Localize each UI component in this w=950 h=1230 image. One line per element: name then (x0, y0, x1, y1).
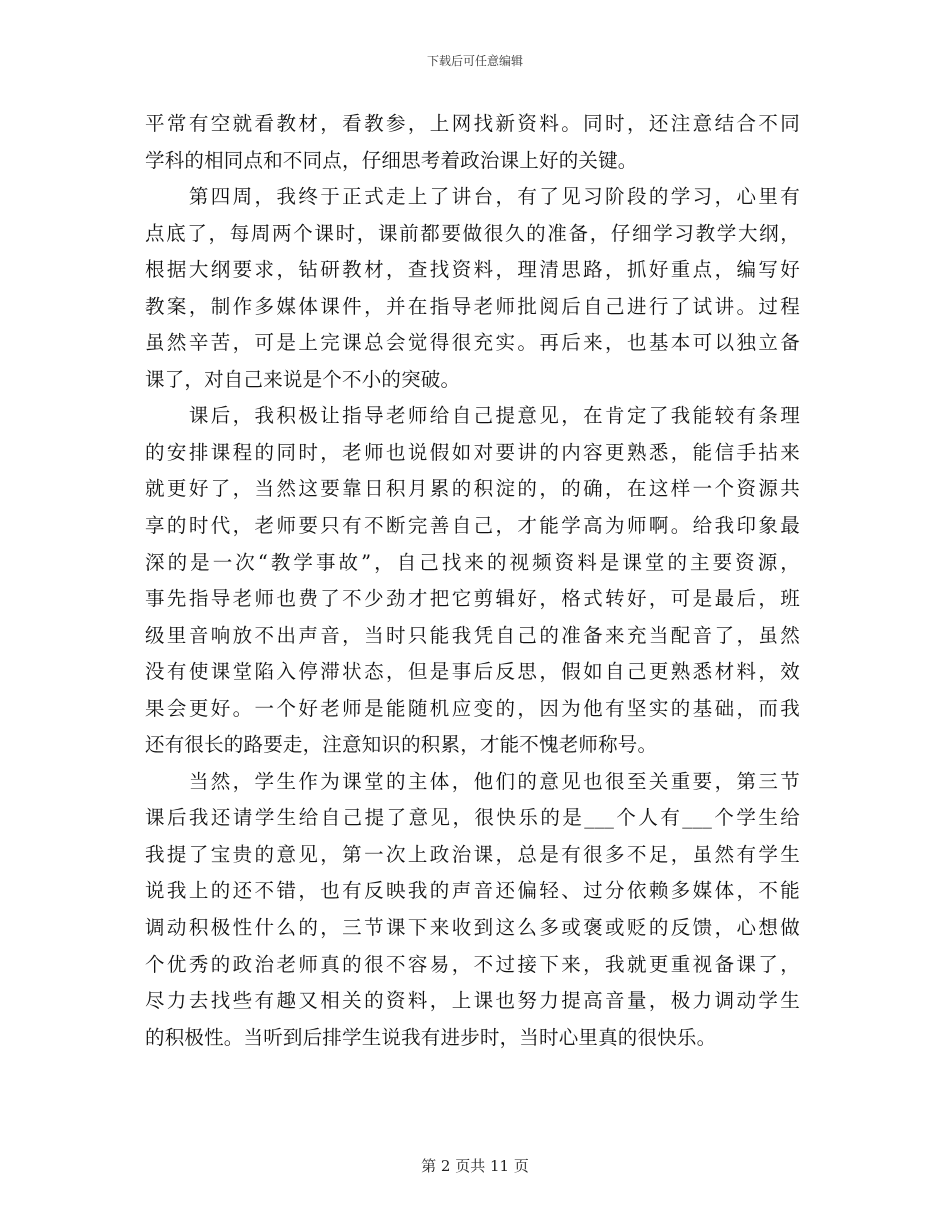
text-line: 享的时代，老师要只有不断完善自己，才能学高为师啊。给我印象最 (145, 514, 800, 538)
text-line: 课后，我积极让指导老师给自己提意见，在肯定了我能较有条理 (145, 404, 800, 428)
text-line: 虽然辛苦，可是上完课总会觉得很充实。再后来，也基本可以独立备 (145, 331, 800, 355)
text-line: 个优秀的政治老师真的很不容易，不过接下来，我就更重视备课了， (145, 952, 800, 976)
text-line: 当然，学生作为课堂的主体，他们的意见也很至关重要，第三节 (145, 769, 800, 793)
text-line: 我提了宝贵的意见，第一次上政治课，总是有很多不足，虽然有学生 (145, 842, 800, 866)
text-line: 第四周，我终于正式走上了讲台，有了见习阶段的学习，心里有 (145, 185, 800, 209)
page-footer: 第 2 页共 11 页 (421, 1157, 529, 1175)
text-line: 级里音响放不出声音，当时只能我凭自己的准备来充当配音了，虽然 (145, 623, 800, 647)
page-header: 下载后可任意编辑 (426, 54, 523, 68)
text-line: 的安排课程的同时，老师也说假如对要讲的内容更熟悉，能信手拈来 (145, 440, 800, 464)
text-line: 教案，制作多媒体课件，并在指导老师批阅后自己进行了试讲。过程 (145, 294, 800, 318)
text-line: 还有很长的路要走，注意知识的积累，才能不愧老师称号。 (145, 733, 658, 757)
text-line: 说我上的还不错，也有反映我的声音还偏轻、过分依赖多媒体，不能 (145, 879, 800, 903)
text-line: 课后我还请学生给自己提了意见，很快乐的是___个人有___个学生给 (145, 806, 800, 830)
text-line: 深的是一次“教学事故”，自己找来的视频资料是课堂的主要资源， (145, 550, 800, 574)
text-line: 调动积极性什么的，三节课下来收到这么多或褒或贬的反馈，心想做 (145, 916, 800, 940)
text-line: 根据大纲要求，钻研教材，查找资料，理清思路，抓好重点，编写好 (145, 258, 800, 282)
text-line: 学科的相同点和不同点，仔细思考着政治课上好的关键。 (145, 148, 638, 172)
text-line: 没有使课堂陷入停滞状态，但是事后反思，假如自己更熟悉材料，效 (145, 660, 800, 684)
text-line: 课了，对自己来说是个不小的突破。 (145, 367, 461, 391)
text-line: 点底了，每周两个课时，课前都要做很久的准备，仔细学习教学大纲， (145, 221, 800, 245)
text-line: 就更好了，当然这要靠日积月累的积淀的，的确，在这样一个资源共 (145, 477, 800, 501)
document-body (145, 106, 800, 1056)
text-line: 尽力去找些有趣又相关的资料，上课也努力提高音量，极力调动学生 (145, 989, 800, 1013)
text-line: 事先指导老师也费了不少劲才把它剪辑好，格式转好，可是最后，班 (145, 587, 800, 611)
text-line: 果会更好。一个好老师是能随机应变的，因为他有坚实的基础，而我 (145, 696, 800, 720)
text-line: 平常有空就看教材，看教参，上网找新资料。同时，还注意结合不同 (145, 112, 800, 135)
text-line: 的积极性。当听到后排学生说我有进步时，当时心里真的很快乐。 (145, 1025, 717, 1049)
